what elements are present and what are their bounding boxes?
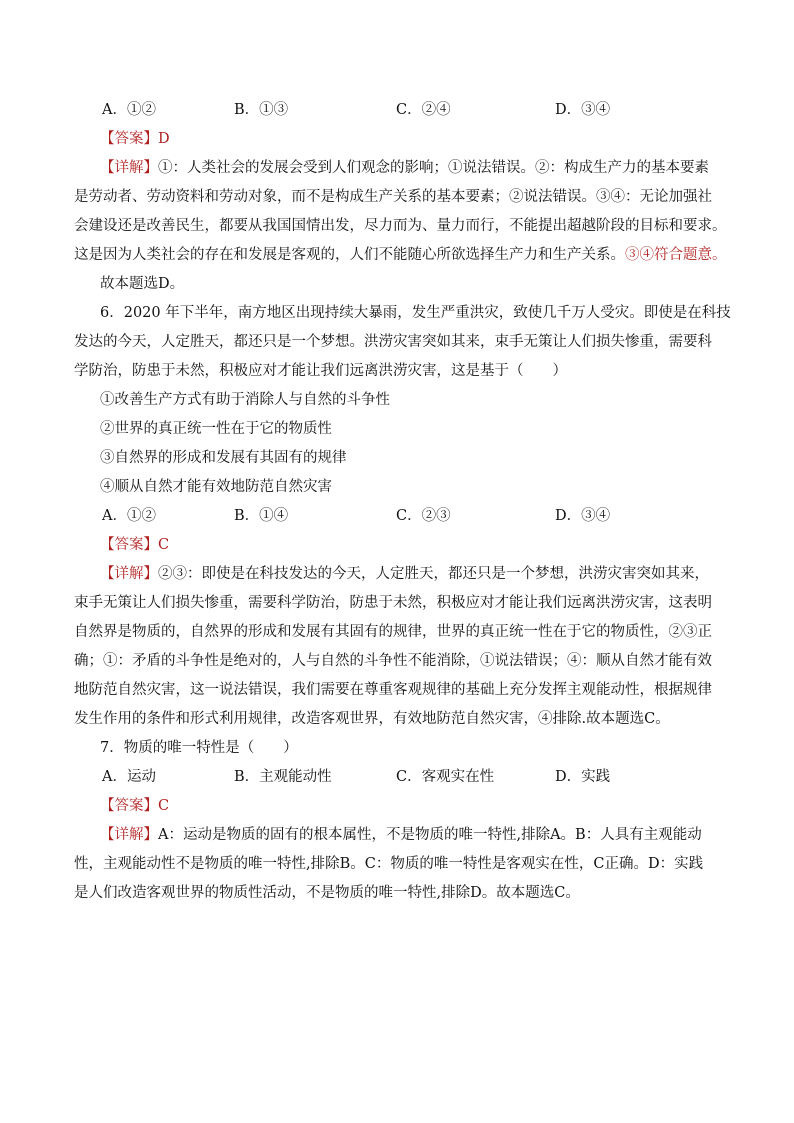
q7-explain-line-1 — [74, 821, 734, 850]
q6-option-a: A．①② — [102, 508, 156, 524]
q5-explain-line-3: 会建设还是改善民生，都要从我国国情出发，尽力而为、量力而行，不能提出超越阶段的目标和要求。 — [74, 218, 727, 234]
q6-stem-line-2: 发达的今天，人定胜天，都还只是一个梦想。洪涝灾害突如其来，束手无策让人们损失惨重，需要科 — [74, 334, 712, 350]
q6-statement-3: ③自然界的形成和发展有其固有的规律 — [100, 450, 347, 466]
q5-answer-value: D — [158, 131, 170, 147]
q6-options — [74, 502, 734, 531]
q6-answer — [74, 531, 734, 560]
q7-explain-line-2: 性，主观能动性不是物质的唯一特性,排除B。C：物质的唯一特性是客观实在性，C正确。D：实践 — [74, 856, 704, 872]
q6-explain-line-3: 自然界是物质的，自然界的形成和发展有其固有的规律，世界的真正统一性在于它的物质性，②③正 — [74, 624, 712, 640]
q6-explain-text-1: ②③：即使是在科技发达的今天，人定胜天，都还只是一个梦想，洪涝灾害突如其来， — [158, 566, 709, 582]
q7-option-c: C．客观实在性 — [396, 769, 495, 785]
q7-option-a: A．运动 — [102, 769, 156, 785]
q6-answer-tag: 【答案】 — [100, 537, 158, 553]
q7-option-d: D．实践 — [555, 769, 611, 785]
q5-option-c: C．②④ — [396, 102, 451, 118]
q7-options — [74, 763, 734, 792]
q5-conclusion: 故本题选D。 — [100, 276, 185, 292]
q6-explain-line-4: 确；①：矛盾的斗争性是绝对的，人与自然的斗争性不能消除，①说法错误；④：顺从自然才能有效 — [74, 653, 712, 669]
q6-stem-line-1: 6．2020 年下半年，南方地区出现持续大暴雨，发生严重洪灾，致使几千万人受灾。即使是在科技 — [100, 305, 731, 321]
q5-answer — [74, 125, 734, 154]
q6-explain-line-1 — [74, 560, 734, 589]
q7-answer — [74, 792, 734, 821]
q6-answer-value: C — [158, 537, 170, 553]
q6-statement-2: ②世界的真正统一性在于它的物质性 — [100, 421, 332, 437]
q5-explain-text-4: 这是因为人类社会的存在和发展是客观的，人们不能随心所欲选择生产力和生产关系。 — [74, 247, 625, 263]
q5-options — [74, 96, 734, 125]
q5-option-d: D．③④ — [555, 102, 611, 118]
q7-answer-value: C — [158, 798, 170, 814]
q6-option-c: C．②③ — [396, 508, 451, 524]
q7-answer-tag: 【答案】 — [100, 798, 158, 814]
q5-option-a: A．①② — [102, 102, 156, 118]
q5-explain-line-2: 是劳动者、劳动资料和劳动对象，而不是构成生产关系的基本要素；②说法错误。③④：无论加强社 — [74, 189, 712, 205]
q5-explain-highlight: ③④符合题意。 — [625, 247, 727, 263]
q6-explain-line-2: 束手无策让人们损失惨重，需要科学防治，防患于未然，积极应对才能让我们远离洪涝灾害，这表明 — [74, 595, 712, 611]
q6-option-d: D．③④ — [555, 508, 611, 524]
q5-explain-tag: 【详解】 — [100, 160, 158, 176]
q7-explain-text-1: A：运动是物质的固有的根本属性，不是物质的唯一特性,排除A。B：人具有主观能动 — [158, 827, 702, 843]
q6-explain-line-5: 地防范自然灾害，这一说法错误，我们需要在尊重客观规律的基础上充分发挥主观能动性，根据规律 — [74, 682, 712, 698]
q6-statement-4: ④顺从自然才能有效地防范自然灾害 — [100, 479, 332, 495]
q6-explain-line-6: 发生作用的条件和形式利用规律，改造客观世界，有效地防范自然灾害，④排除.故本题选C。 — [74, 711, 670, 727]
q5-explain-text-1: ①：人类社会的发展会受到人们观念的影响；①说法错误。②：构成生产力的基本要素 — [158, 160, 709, 176]
q6-statement-1: ①改善生产方式有助于消除人与自然的斗争性 — [100, 392, 390, 408]
q6-explain-tag: 【详解】 — [100, 566, 158, 582]
q7-option-b: B．主观能动性 — [234, 769, 332, 785]
q6-stem-line-3: 学防治，防患于未然，积极应对才能让我们远离洪涝灾害，这是基于（ ） — [74, 363, 567, 379]
q5-explain-line-4 — [74, 241, 734, 270]
q5-explain-line-1 — [74, 154, 734, 183]
q7-explain-line-3: 是人们改造客观世界的物质性活动，不是物质的唯一特性,排除D。故本题选C。 — [74, 885, 580, 901]
q7-explain-tag: 【详解】 — [100, 827, 158, 843]
q5-option-b: B．①③ — [234, 102, 289, 118]
q6-option-b: B．①④ — [234, 508, 289, 524]
q7-stem: 7．物质的唯一特性是（ ） — [100, 740, 298, 756]
document-content — [74, 96, 734, 908]
q5-answer-tag: 【答案】 — [100, 131, 158, 147]
